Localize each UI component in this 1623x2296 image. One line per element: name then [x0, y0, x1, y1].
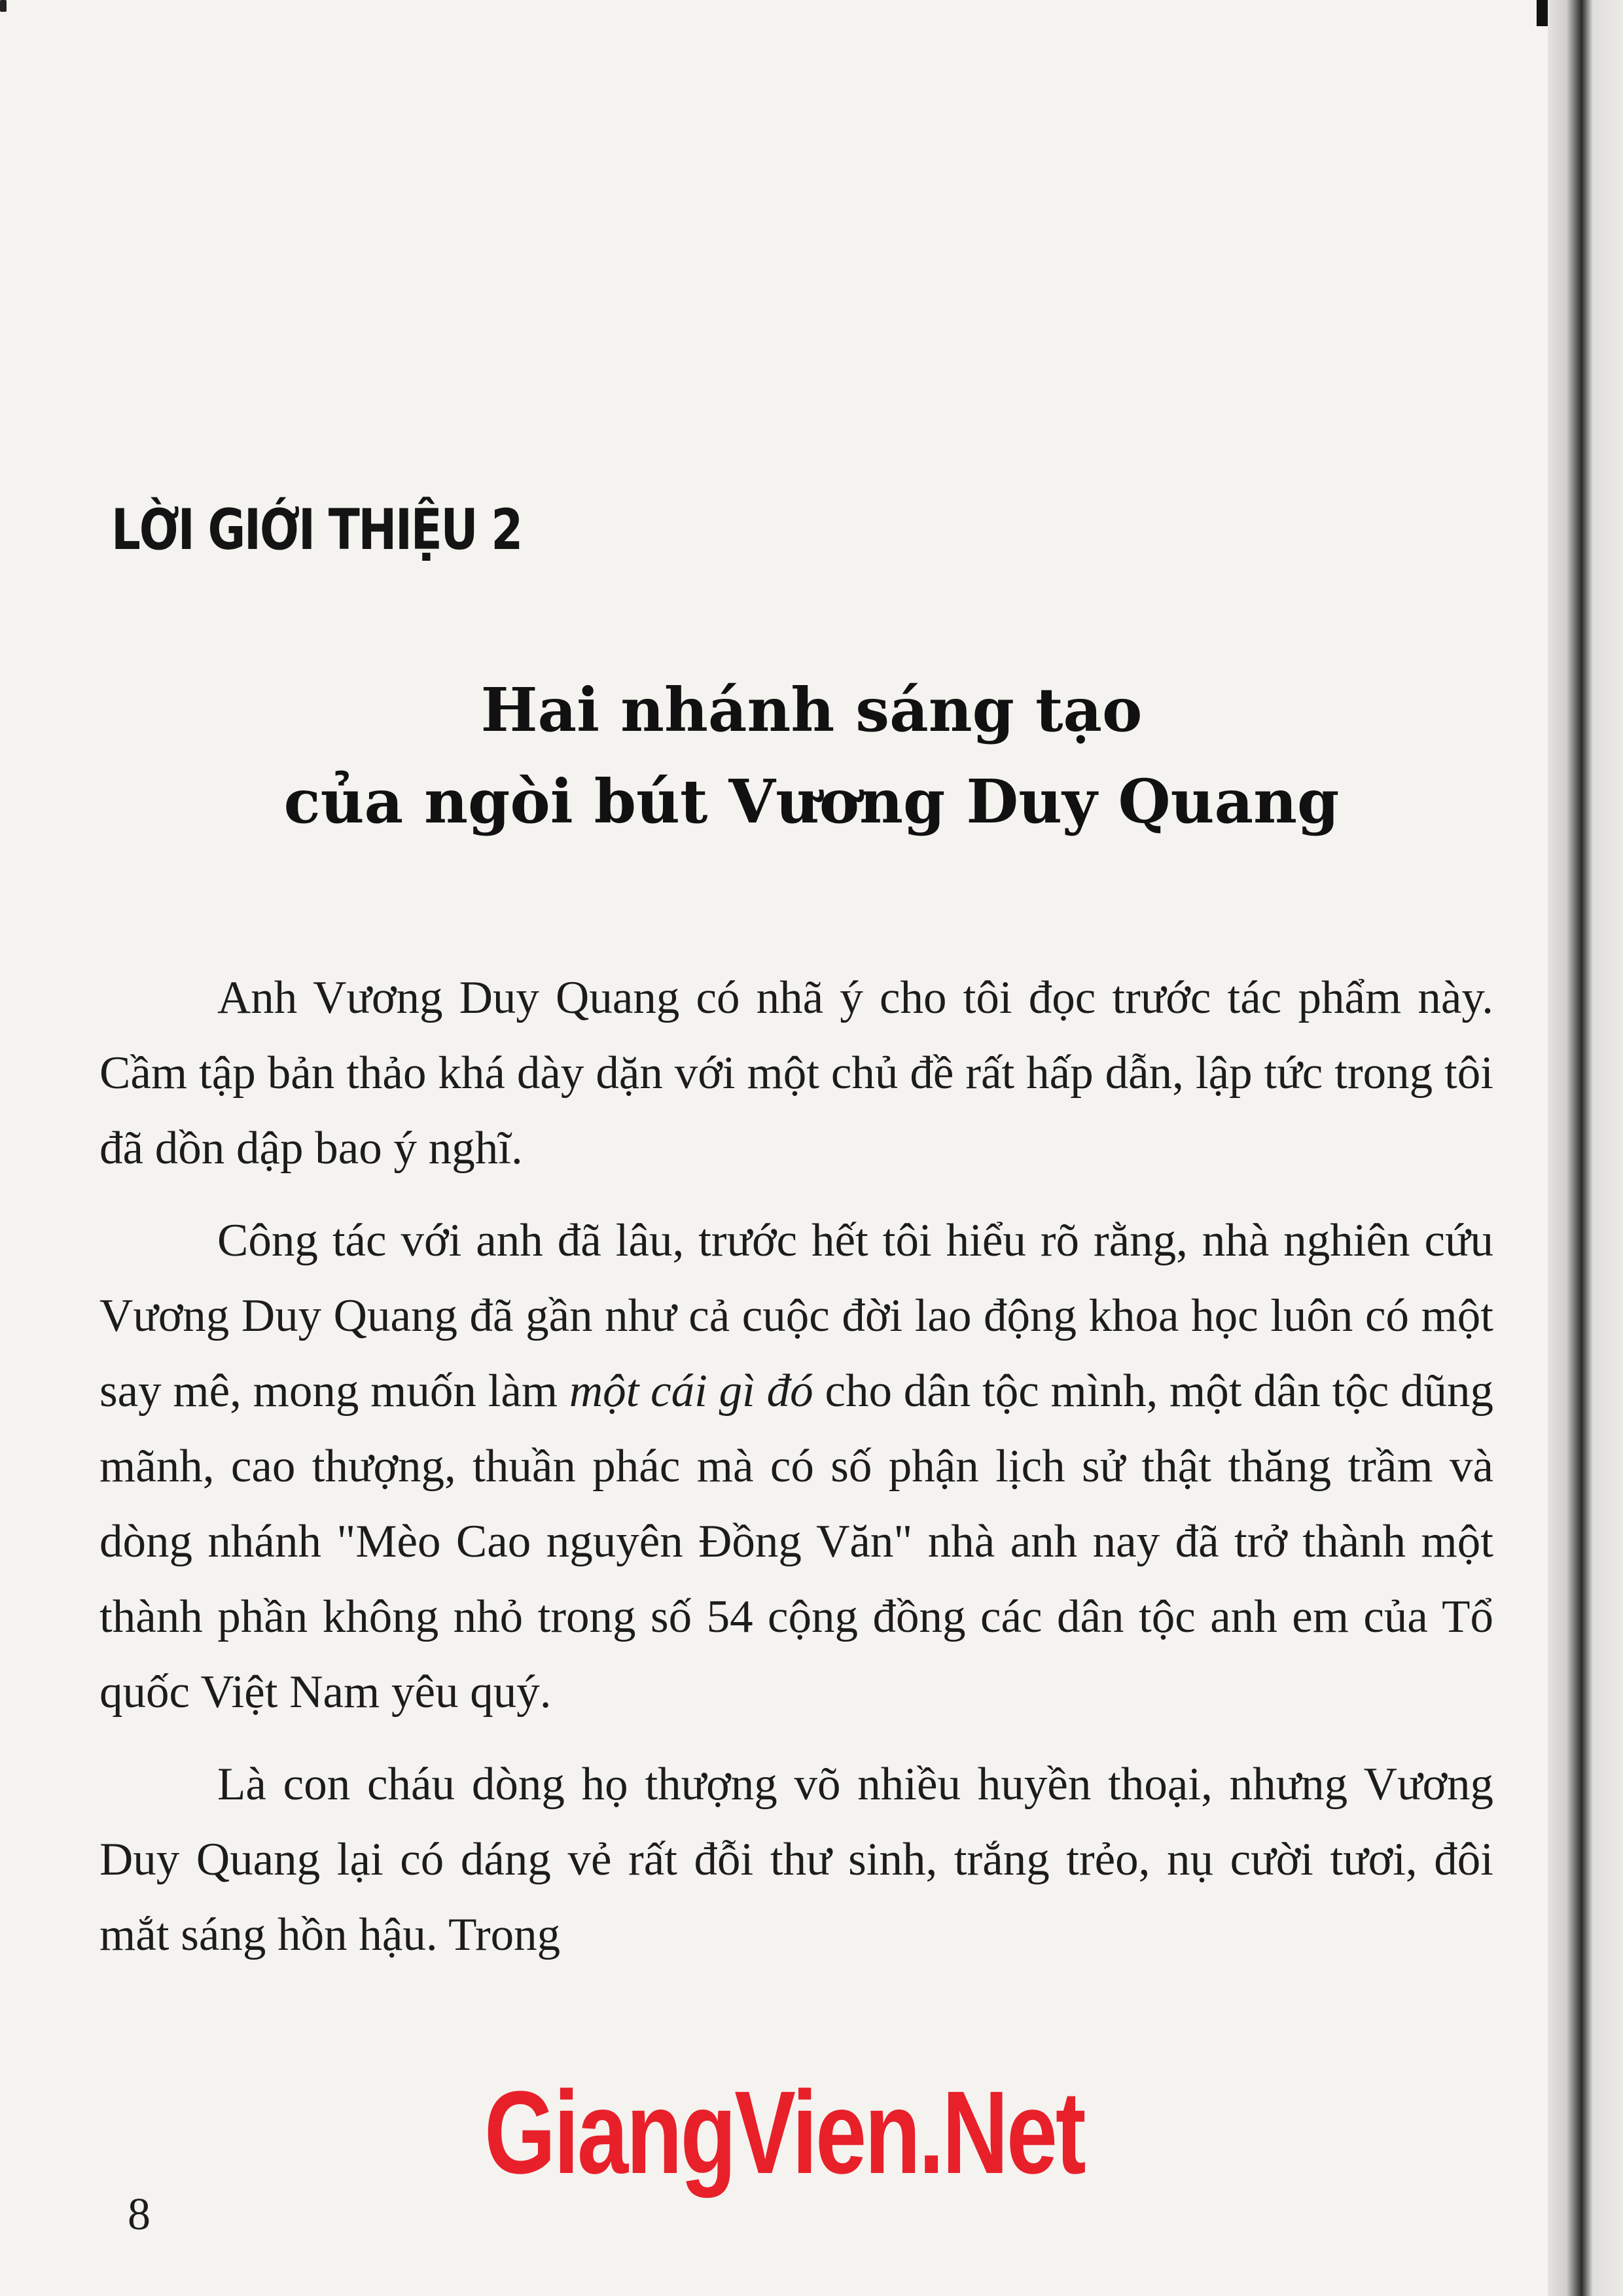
scan-speck: [0, 0, 7, 12]
paragraph-1: Anh Vương Duy Quang có nhã ý cho tôi đọc trước tác phẩm này. Cầm tập bản thảo khá dày dặn với một chủ đề rất hấp dẫn, lập tức trong tôi đã dồn dập bao ý nghĩ.: [99, 972, 1493, 1174]
body-text: [99, 961, 1493, 1990]
chapter-title-line-1: Hai nhánh sáng tạo: [480, 675, 1143, 745]
page-binding-edge: [1548, 0, 1623, 2296]
watermark-logo: GiangVien.Net: [484, 2067, 1084, 2199]
paragraph-2-text-start: Công tác với anh đã lâu, trước hết tôi hiểu rõ rằng, nhà nghiên cứu Vương Duy Quang đã gần như cả cuộc đời lao động khoa học luôn có một say mê, mong muốn làm: [99, 1215, 1493, 1417]
paragraph-2-text-end: cho dân tộc mình, một dân tộc dũng mãnh, cao thượng, thuần phác mà có số phận lịch sử thật thăng trầm và dòng nhánh "Mèo Cao nguyên Đồng Văn" nhà anh nay đã trở thành một thành phần không nhỏ trong số 54 cộng đồng các dân tộc anh em của Tổ quốc Việt Nam yêu quý.: [99, 1366, 1493, 1718]
paragraph-2-emphasis: một cái gì đó: [569, 1366, 813, 1417]
chapter-title: [196, 664, 1427, 847]
chapter-title-line-2: của ngòi bút Vương Duy Quang: [283, 766, 1340, 837]
paragraph-3: Là con cháu dòng họ thượng võ nhiều huyền thoại, nhưng Vương Duy Quang lại có dáng vẻ rất đỗi thư sinh, trắng trẻo, nụ cười tươi, đôi mắt sáng hồn hậu. Trong: [99, 1759, 1493, 1960]
section-label: LỜI GIỚI THIỆU 2: [111, 497, 522, 563]
paragraph-2: [99, 1203, 1493, 1730]
page-number: 8: [128, 2189, 151, 2240]
